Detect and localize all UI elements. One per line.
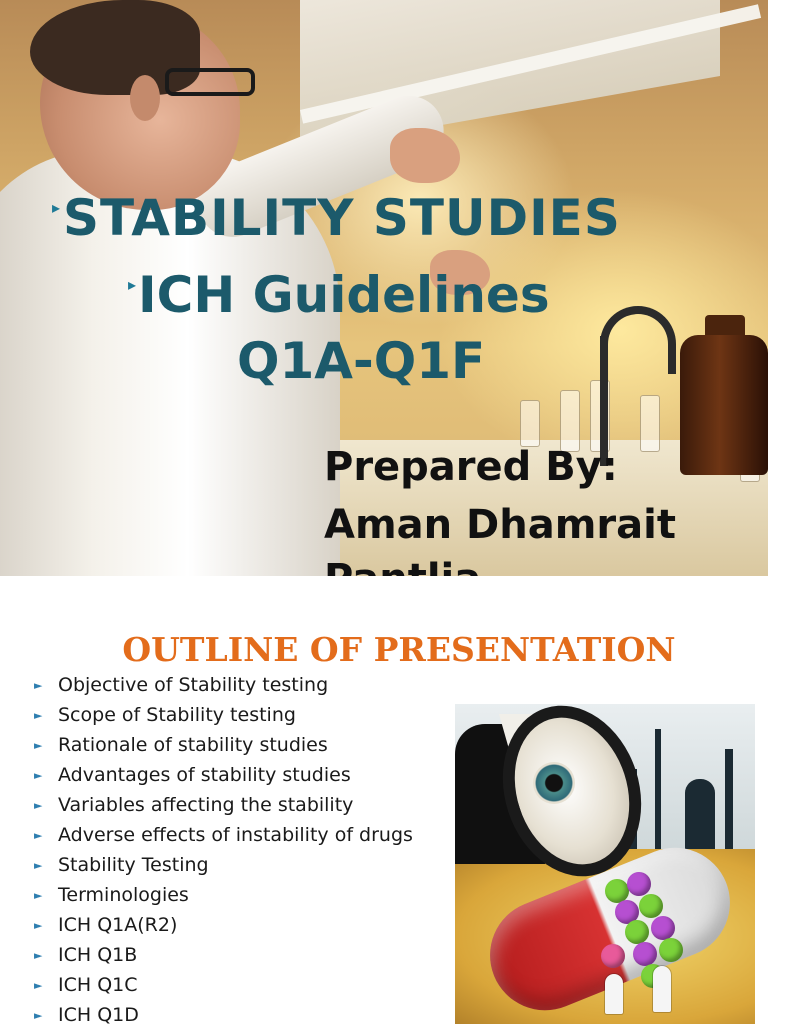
outline-item	[34, 910, 413, 940]
bullet-arrow-icon: ▸	[52, 198, 62, 217]
title-line-1: ▸STABILITY STUDIES	[52, 189, 621, 247]
outline-slide	[0, 576, 768, 1024]
bullet-arrow-icon: ►	[34, 739, 43, 752]
bullet-arrow-icon: ►	[34, 889, 43, 902]
outline-item	[34, 730, 413, 760]
outline-item	[34, 820, 413, 850]
outline-title: OUTLINE OF PRESENTATION	[122, 630, 676, 669]
glasses-icon	[165, 68, 255, 96]
bullet-arrow-icon: ►	[34, 679, 43, 692]
author-name-line-1: Aman Dhamrait	[324, 502, 676, 548]
outline-list	[34, 670, 413, 1030]
outline-item	[34, 880, 413, 910]
outline-item-text: Terminologies	[58, 884, 189, 906]
pharma-collage-image	[455, 704, 755, 1024]
outline-item-text: Variables affecting the stability	[58, 794, 354, 816]
outline-item-text: Scope of Stability testing	[58, 704, 296, 726]
outline-item	[34, 760, 413, 790]
outline-item-text: Advantages of stability studies	[58, 764, 351, 786]
outline-item	[34, 940, 413, 970]
bullet-arrow-icon: ►	[34, 709, 43, 722]
title-line-2: ▸ICH Guidelines	[128, 266, 550, 324]
outline-item	[34, 1000, 413, 1030]
bullet-arrow-icon: ▸	[128, 275, 137, 294]
bullet-arrow-icon: ►	[34, 799, 43, 812]
prepared-by-label: Prepared By:	[324, 444, 618, 490]
outline-item	[34, 790, 413, 820]
bullet-arrow-icon: ►	[34, 949, 43, 962]
title-line-3: Q1A-Q1F	[237, 332, 486, 390]
bullet-arrow-icon: ►	[34, 769, 43, 782]
outline-item	[34, 850, 413, 880]
outline-item-text: Rationale of stability studies	[58, 734, 328, 756]
eye-icon	[533, 762, 575, 804]
outline-item-text: Objective of Stability testing	[58, 674, 329, 696]
bullet-arrow-icon: ►	[34, 829, 43, 842]
outline-item-text: Stability Testing	[58, 854, 209, 876]
bullet-arrow-icon: ►	[34, 1009, 43, 1022]
outline-item-text: Adverse effects of instability of drugs	[58, 824, 413, 846]
outline-item-text: ICH Q1B	[58, 944, 138, 966]
bullet-arrow-icon: ►	[34, 919, 43, 932]
bullet-arrow-icon: ►	[34, 979, 43, 992]
bullet-arrow-icon: ►	[34, 859, 43, 872]
outline-item	[34, 700, 413, 730]
outline-item	[34, 670, 413, 700]
outline-item-text: ICH Q1A(R2)	[58, 914, 178, 936]
outline-item-text: ICH Q1D	[58, 1004, 139, 1026]
outline-item	[34, 970, 413, 1000]
outline-item-text: ICH Q1C	[58, 974, 138, 996]
